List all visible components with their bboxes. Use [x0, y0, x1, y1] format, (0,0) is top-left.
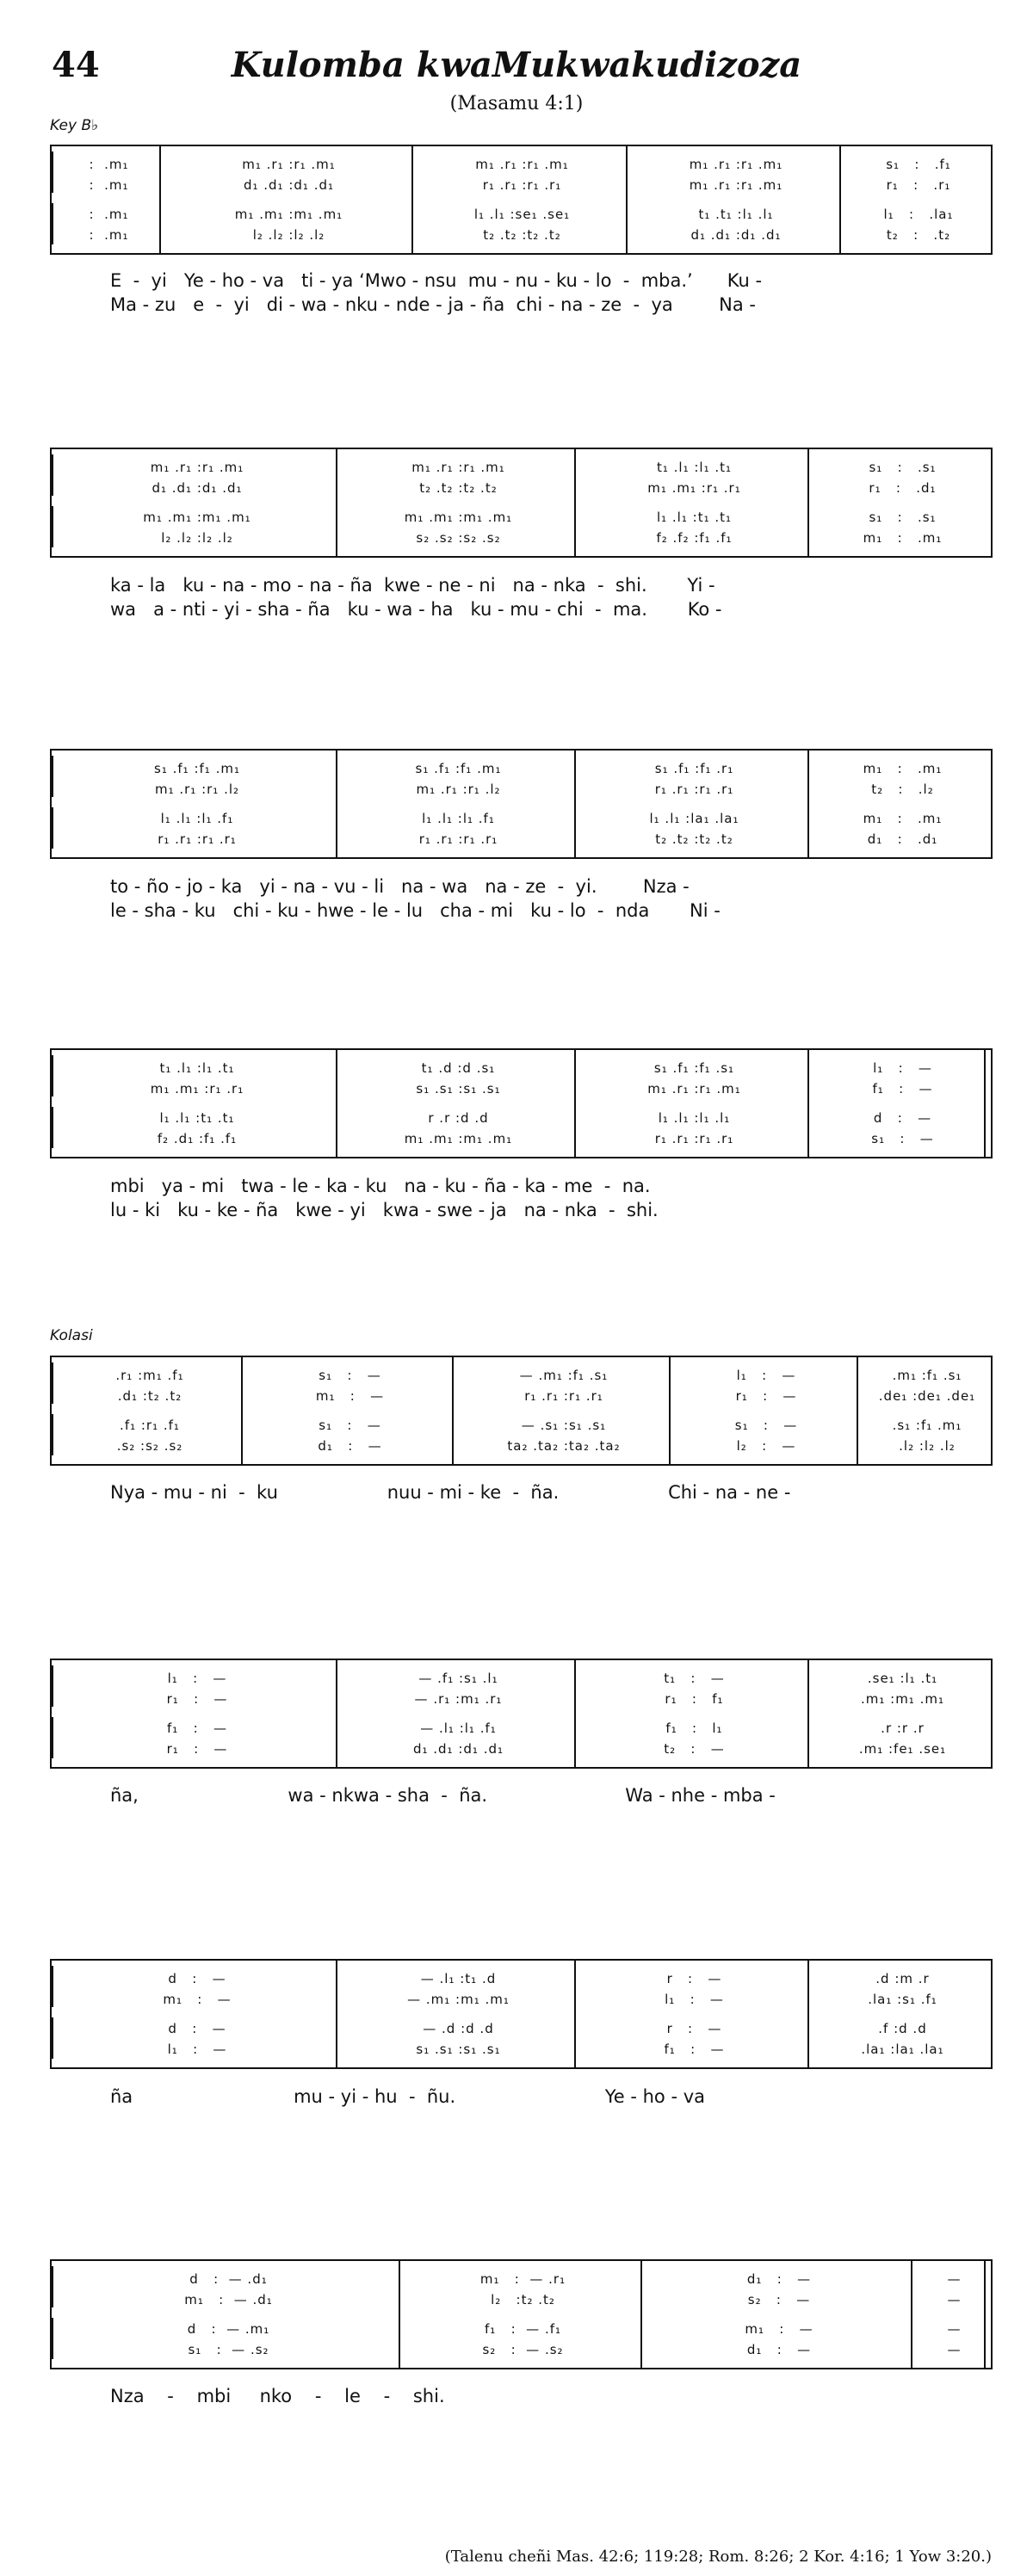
- solfa-notes: r : —: [666, 1971, 722, 1986]
- solfa-notes: s₂ : — .s₂: [482, 2342, 564, 2357]
- solfa-notes: t₁ .t₁ :l₁ .l₁: [698, 207, 774, 222]
- solfa-notes: m₁ : .m₁: [863, 761, 943, 776]
- solfa-notes: m₁ .r₁ :r₁ .l₂: [154, 781, 240, 797]
- lyric-line: mbi ya - mi twa - le - ka - ku na - ku - ña - ka - me - na.: [110, 1176, 651, 1196]
- solfa-notes: m₁ .m₁ :m₁ .m₁: [143, 510, 251, 525]
- solfa-notes: .m₁ :fe₁ .se₁: [858, 1741, 947, 1757]
- solfa-notes: s₁ .f₁ :f₁ .m₁: [154, 761, 240, 776]
- bar-line: [241, 1357, 243, 1464]
- bar-line: [336, 1050, 337, 1157]
- solfa-notes: m₁ .m₁ :m₁ .m₁: [234, 207, 343, 222]
- lyric-line: E - yi Ye - ho - va ti - ya ‘Mwo - nsu mu - nu - ku - lo - mba.’ Ku -: [110, 270, 763, 291]
- bar-line: [807, 1961, 809, 2067]
- solfa-notes: t₁ .l₁ :l₁ .t₁: [656, 460, 733, 475]
- solfa-notes: m₁ : — .r₁: [479, 2271, 566, 2287]
- solfa-notes: m₁ : — .d₁: [184, 2292, 273, 2307]
- solfa-notes: d₁ : —: [318, 1438, 382, 1454]
- song-title: Kulomba kwaMukwakudizoza: [231, 45, 802, 85]
- lyric-line: le - sha - ku chi - ku - hwe - le - lu cha - mi ku - lo - nda Ni -: [110, 900, 721, 921]
- solfa-notes: f₁ : — .f₁: [484, 2321, 562, 2337]
- solfa-notes: r₁ .r₁ :r₁ .r₁: [482, 177, 562, 193]
- solfa-notes: .m₁ :m₁ .m₁: [860, 1691, 944, 1707]
- solfa-notes: s₁ : —: [871, 1131, 934, 1146]
- bar-line: [399, 2261, 400, 2368]
- solfa-notes: f₂ .d₁ :f₁ .f₁: [157, 1131, 238, 1146]
- solfa-notes: s₁ .s₁ :s₁ .s₁: [416, 1081, 501, 1096]
- lyric-line: Nza - mbi nko - le - shi.: [110, 2386, 445, 2406]
- solfa-notes: : .m₁: [89, 157, 129, 172]
- solfa-notes: m₁ : —: [163, 1992, 232, 2007]
- key-signature: Key B♭: [50, 117, 99, 134]
- solfa-notes: l₁ : —: [167, 1671, 227, 1686]
- solfa-notes: .f :d .d: [878, 2021, 927, 2036]
- bar-line: [411, 146, 413, 253]
- solfa-notes: l₁ : —: [873, 1060, 932, 1076]
- voice-brace: [52, 2266, 60, 2307]
- solfa-notes: l₁ : —: [736, 1368, 796, 1383]
- solfa-notes: d₁ : —: [746, 2271, 812, 2287]
- solfa-notes: r₁ .r₁ :r₁ .r₁: [654, 1131, 734, 1146]
- voice-brace: [52, 203, 60, 244]
- solfa-notes: l₁ .l₁ :la₁ .la₁: [649, 811, 739, 826]
- bar-line: [336, 751, 337, 857]
- bar-line: [336, 1660, 337, 1767]
- lyric-line: ka - la ku - na - mo - na - ña kwe - ne - ni na - nka - shi. Yi -: [110, 575, 715, 596]
- solfa-notes: s₂ : —: [747, 2292, 811, 2307]
- solfa-notes: d₁ .d₁ :d₁ .d₁: [412, 1741, 504, 1757]
- solfa-notes: — .m₁ :f₁ .s₁: [519, 1368, 609, 1383]
- solfa-notes: .la₁ :la₁ .la₁: [861, 2042, 944, 2057]
- voice-brace: [52, 1362, 60, 1404]
- solfa-notes: .d :m .r: [875, 1971, 930, 1986]
- solfa-notes: d : —: [168, 2021, 226, 2036]
- solfa-notes: l₂ .l₂ :l₂ .l₂: [161, 530, 233, 546]
- solfa-notes: m₁ .r₁ :r₁ .m₁: [242, 157, 336, 172]
- solfa-notes: r₁ : .d₁: [869, 480, 937, 496]
- solfa-notes: — .f₁ :s₁ .l₁: [418, 1671, 498, 1686]
- solfa-notes: — .l₁ :t₁ .d: [420, 1971, 497, 1986]
- solfa-notes: f₁ : —: [872, 1081, 933, 1096]
- solfa-notes: : .m₁: [89, 207, 129, 222]
- solfa-notes: t₁ : —: [664, 1671, 725, 1686]
- solfa-notes: s₁ .s₁ :s₁ .s₁: [416, 2042, 501, 2057]
- bar-line: [839, 146, 841, 253]
- solfa-notes: s₁ : —: [319, 1418, 381, 1433]
- voice-brace: [52, 1717, 60, 1758]
- solfa-notes: .se₁ :l₁ .t₁: [867, 1671, 938, 1686]
- solfa-notes: l₁ : —: [167, 2042, 227, 2057]
- voice-brace: [52, 1665, 60, 1707]
- music-system: [50, 1356, 993, 1466]
- voice-brace: [52, 1055, 60, 1096]
- voice-brace: [52, 756, 60, 797]
- music-system: [50, 749, 993, 859]
- solfa-notes: l₁ : —: [665, 1992, 724, 2007]
- bar-line: [911, 2261, 912, 2368]
- solfa-notes: d₁ .d₁ :d₁ .d₁: [243, 177, 335, 193]
- solfa-notes: m₁ .r₁ :r₁ .m₁: [689, 157, 783, 172]
- solfa-notes: m₁ .r₁ :r₁ .l₂: [416, 781, 501, 797]
- solfa-notes: m₁ : .m₁: [863, 811, 943, 826]
- solfa-notes: r₁ .r₁ :r₁ .r₁: [654, 781, 734, 797]
- solfa-notes: .m₁ :f₁ .s₁: [892, 1368, 962, 1383]
- solfa-notes: .de₁ :de₁ .de₁: [878, 1388, 976, 1404]
- voice-brace: [52, 807, 60, 849]
- solfa-notes: d : — .m₁: [187, 2321, 270, 2337]
- footer-references: (Talenu cheñi Mas. 42:6; 119:28; Rom. 8:26; 2 Kor. 4:16; 1 Yow 3:20.): [444, 2548, 992, 2566]
- bar-line: [640, 2261, 642, 2368]
- solfa-notes: l₂ .l₂ :l₂ .l₂: [252, 227, 325, 243]
- solfa-notes: t₂ .t₂ :t₂ .t₂: [655, 831, 733, 847]
- voice-brace: [52, 151, 60, 193]
- solfa-notes: r₁ .r₁ :r₁ .r₁: [418, 831, 498, 847]
- solfa-notes: —: [947, 2342, 962, 2357]
- solfa-notes: l₂ : —: [736, 1438, 796, 1454]
- solfa-notes: .r₁ :m₁ .f₁: [115, 1368, 184, 1383]
- solfa-notes: m₁ : —: [745, 2321, 813, 2337]
- solfa-notes: s₁ : — .s₂: [188, 2342, 269, 2357]
- music-system: [50, 1659, 993, 1769]
- solfa-notes: d : —: [168, 1971, 226, 1986]
- bar-line: [336, 1961, 337, 2067]
- solfa-notes: l₁ .l₁ :se₁ .se₁: [473, 207, 571, 222]
- music-system: [50, 145, 993, 255]
- bar-line: [626, 146, 628, 253]
- solfa-notes: s₁ : —: [734, 1418, 798, 1433]
- solfa-notes: r₁ : —: [735, 1388, 797, 1404]
- solfa-notes: s₁ : .s₁: [869, 510, 937, 525]
- solfa-notes: l₁ .l₁ :t₁ .t₁: [656, 510, 733, 525]
- solfa-notes: .s₁ :f₁ .m₁: [892, 1418, 962, 1433]
- solfa-notes: s₁ : .f₁: [886, 157, 951, 172]
- bar-line: [574, 751, 576, 857]
- lyric-line: wa a - nti - yi - sha - ña ku - wa - ha ku - mu - chi - ma. Ko -: [110, 599, 722, 620]
- solfa-notes: l₁ .l₁ :t₁ .t₁: [159, 1110, 235, 1126]
- solfa-notes: d : — .d₁: [189, 2271, 268, 2287]
- solfa-notes: m₁ .r₁ :r₁ .m₁: [647, 1081, 741, 1096]
- solfa-notes: r₁ : .r₁: [886, 177, 951, 193]
- music-system: [50, 2259, 993, 2369]
- solfa-notes: — .m₁ :m₁ .m₁: [407, 1992, 510, 2007]
- solfa-notes: .l₂ :l₂ .l₂: [899, 1438, 956, 1454]
- bar-line: [574, 1961, 576, 2067]
- bar-line: [857, 1357, 858, 1464]
- solfa-notes: l₁ .l₁ :l₁ .f₁: [160, 811, 234, 826]
- solfa-notes: d₁ : .d₁: [867, 831, 938, 847]
- voice-brace: [52, 454, 60, 496]
- solfa-notes: t₁ .l₁ :l₁ .t₁: [159, 1060, 235, 1076]
- voice-brace: [52, 1966, 60, 2007]
- solfa-notes: m₁ .m₁ :r₁ .r₁: [647, 480, 741, 496]
- solfa-notes: m₁ .r₁ :r₁ .m₁: [411, 460, 505, 475]
- music-system: [50, 448, 993, 558]
- solfa-notes: — .r₁ :m₁ .r₁: [414, 1691, 503, 1707]
- lyric-line: Nya - mu - ni - ku nuu - mi - ke - ña. Chi - na - ne -: [110, 1482, 791, 1503]
- solfa-notes: t₁ .d :d .s₁: [421, 1060, 496, 1076]
- solfa-notes: t₂ : .t₂: [886, 227, 951, 243]
- solfa-notes: f₁ : —: [167, 1720, 227, 1736]
- lyric-line: ña mu - yi - hu - ñu. Ye - ho - va: [110, 2086, 705, 2107]
- solfa-notes: l₁ : .la₁: [883, 207, 954, 222]
- solfa-notes: r₁ .r₁ :r₁ .r₁: [158, 831, 237, 847]
- solfa-notes: t₂ .t₂ :t₂ .t₂: [419, 480, 498, 496]
- solfa-notes: m₁ .r₁ :r₁ .m₁: [150, 460, 244, 475]
- solfa-notes: .d₁ :t₂ .t₂: [117, 1388, 182, 1404]
- lyric-line: lu - ki ku - ke - ña kwe - yi kwa - swe - ja na - nka - shi.: [110, 1200, 659, 1220]
- solfa-notes: r .r :d .d: [428, 1110, 489, 1126]
- solfa-notes: m₁ .m₁ :m₁ .m₁: [404, 510, 513, 525]
- solfa-notes: : .m₁: [89, 227, 129, 243]
- solfa-notes: f₁ : —: [664, 2042, 725, 2057]
- solfa-notes: m₁ .m₁ :m₁ .m₁: [404, 1131, 513, 1146]
- voice-brace: [52, 2318, 60, 2359]
- solfa-notes: l₂ :t₂ .t₂: [491, 2292, 555, 2307]
- solfa-notes: l₁ .l₁ :l₁ .l₁: [658, 1110, 731, 1126]
- scripture-reference: (Masamu 4:1): [449, 93, 584, 114]
- lyric-line: ña, wa - nkwa - sha - ña. Wa - nhe - mba -: [110, 1785, 776, 1806]
- chorus-label: Kolasi: [50, 1327, 93, 1344]
- solfa-notes: t₂ : .l₂: [871, 781, 934, 797]
- bar-line: [574, 1050, 576, 1157]
- bar-line: [159, 146, 161, 253]
- solfa-notes: r₁ .r₁ :r₁ .r₁: [524, 1388, 603, 1404]
- voice-brace: [52, 1107, 60, 1148]
- solfa-notes: t₂ .t₂ :t₂ .t₂: [483, 227, 561, 243]
- bar-line: [807, 751, 809, 857]
- solfa-notes: m₁ .r₁ :r₁ .m₁: [475, 157, 569, 172]
- bar-line: [574, 449, 576, 556]
- solfa-notes: r : —: [666, 2021, 722, 2036]
- solfa-notes: s₁ .f₁ :f₁ .s₁: [653, 1060, 735, 1076]
- solfa-notes: l₁ .l₁ :l₁ .f₁: [422, 811, 495, 826]
- solfa-notes: .s₂ :s₂ .s₂: [116, 1438, 183, 1454]
- solfa-notes: m₁ : .m₁: [863, 530, 943, 546]
- solfa-notes: s₁ : .s₁: [869, 460, 937, 475]
- bar-line: [574, 1660, 576, 1767]
- solfa-notes: f₂ .f₂ :f₁ .f₁: [656, 530, 733, 546]
- voice-brace: [52, 1414, 60, 1455]
- voice-brace: [52, 2017, 60, 2059]
- solfa-notes: .f₁ :r₁ .f₁: [120, 1418, 180, 1433]
- solfa-notes: —: [947, 2321, 962, 2337]
- solfa-notes: .r :r .r: [881, 1720, 925, 1736]
- solfa-notes: m₁ : —: [315, 1388, 385, 1404]
- bar-line: [336, 449, 337, 556]
- solfa-notes: d₁ .d₁ :d₁ .d₁: [690, 227, 782, 243]
- solfa-notes: d₁ .d₁ :d₁ .d₁: [152, 480, 243, 496]
- music-system: [50, 1048, 993, 1158]
- solfa-notes: t₂ : —: [664, 1741, 725, 1757]
- page-number: 44: [52, 45, 100, 85]
- solfa-notes: : .m₁: [89, 177, 129, 193]
- solfa-notes: d₁ : —: [746, 2342, 812, 2357]
- bar-line: [807, 1050, 809, 1157]
- solfa-notes: m₁ .r₁ :r₁ .m₁: [689, 177, 783, 193]
- solfa-notes: s₂ .s₂ :s₂ .s₂: [416, 530, 501, 546]
- solfa-notes: f₁ : l₁: [665, 1720, 723, 1736]
- bar-line: [452, 1357, 454, 1464]
- solfa-notes: r₁ : —: [166, 1691, 228, 1707]
- solfa-notes: s₁ .f₁ :f₁ .m₁: [415, 761, 502, 776]
- solfa-notes: r₁ : —: [166, 1741, 228, 1757]
- solfa-notes: s₁ .f₁ :f₁ .r₁: [654, 761, 734, 776]
- solfa-notes: ta₂ .ta₂ :ta₂ .ta₂: [507, 1438, 621, 1454]
- solfa-notes: m₁ .m₁ :r₁ .r₁: [150, 1081, 244, 1096]
- bar-line: [807, 449, 809, 556]
- solfa-notes: — .d :d .d: [423, 2021, 494, 2036]
- bar-line: [807, 1660, 809, 1767]
- solfa-notes: s₁ : —: [319, 1368, 381, 1383]
- voice-brace: [52, 506, 60, 547]
- solfa-notes: d : —: [873, 1110, 932, 1126]
- solfa-notes: — .s₁ :s₁ .s₁: [521, 1418, 607, 1433]
- music-system: [50, 1959, 993, 2069]
- lyric-line: to - ño - jo - ka yi - na - vu - li na - wa na - ze - yi. Nza -: [110, 876, 690, 897]
- solfa-notes: — .l₁ :l₁ .f₁: [420, 1720, 497, 1736]
- solfa-notes: —: [947, 2271, 962, 2287]
- solfa-notes: —: [947, 2292, 962, 2307]
- lyric-line: Ma - zu e - yi di - wa - nku - nde - ja - ña chi - na - ze - ya Na -: [110, 294, 757, 315]
- solfa-notes: .la₁ :s₁ .f₁: [868, 1992, 937, 2007]
- bar-line: [669, 1357, 671, 1464]
- solfa-notes: r₁ : f₁: [665, 1691, 724, 1707]
